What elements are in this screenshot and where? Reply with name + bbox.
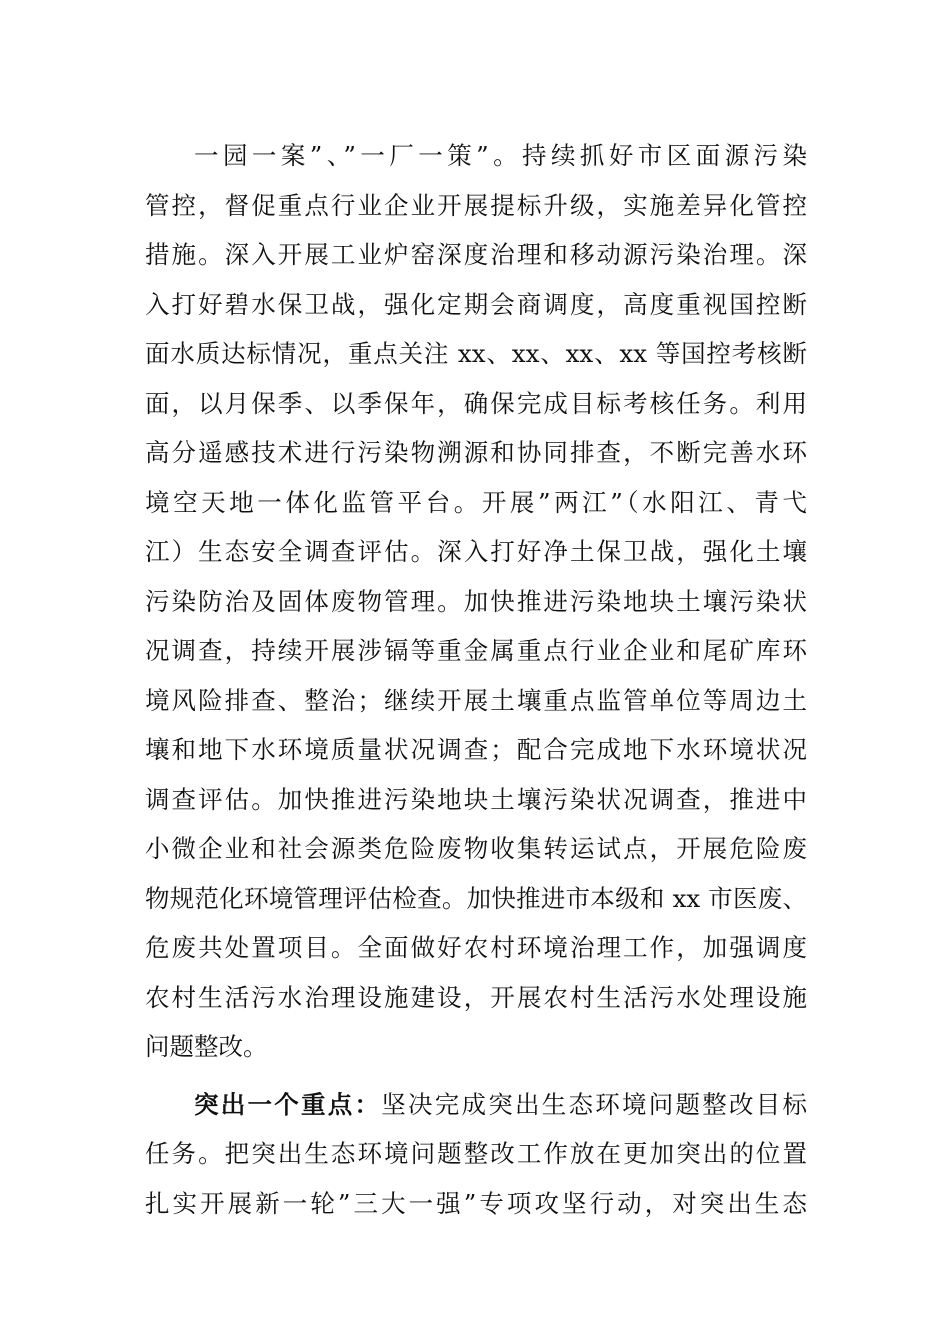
text-line: 扎实开展新一轮”三大一强”专项攻坚行动，对突出生态 bbox=[145, 1188, 807, 1218]
paragraph-1 bbox=[145, 131, 807, 1072]
text-line: 危废共处置项目。全面做好农村环境治理工作，加强调度 bbox=[145, 933, 807, 962]
text-line: 境空天地一体化监管平台。开展”两江”（水阳江、青弋 bbox=[145, 487, 807, 517]
text-line: 调查评估。加快推进污染地块土壤污染状况调查，推进中 bbox=[145, 784, 807, 814]
text-run: 坚决完成突出生态环境问题整改目标 bbox=[381, 1089, 807, 1119]
text-line: 小微企业和社会源类危险废物收集转运试点，开展危险废 bbox=[145, 834, 807, 863]
document-body bbox=[145, 131, 807, 1228]
text-line: 污染防治及固体废物管理。加快推进污染地块土壤污染状 bbox=[145, 586, 807, 616]
text-line: 壤和地下水环境质量状况调查；配合完成地下水环境状况 bbox=[145, 735, 807, 764]
text-line: 农村生活污水治理设施建设，开展农村生活污水处理设施 bbox=[145, 982, 807, 1012]
paragraph-spacer bbox=[145, 1072, 807, 1080]
text-line: 一园一案”、”一厂一策”。持续抓好市区面源污染 bbox=[194, 141, 807, 170]
text-line: 入打好碧水保卫战，强化定期会商调度，高度重视国控断 bbox=[145, 289, 807, 319]
text-line: 任务。把突出生态环境问题整改工作放在更加突出的位置 bbox=[145, 1139, 807, 1168]
text-line bbox=[145, 1080, 807, 1130]
text-line: 境风险排查、整治；继续开展土壤重点监管单位等周边土 bbox=[145, 685, 807, 715]
text-line: 问题整改。 bbox=[145, 1032, 268, 1061]
section-lead: 突出一个重点： bbox=[194, 1089, 382, 1119]
text-line: 高分遥感技术进行污染物溯源和协同排查，不断完善水环 bbox=[145, 438, 807, 467]
text-line: 况调查，持续开展涉镉等重金属重点行业企业和尾矿库环 bbox=[145, 636, 807, 665]
text-line: 管控，督促重点行业企业开展提标升级，实施差异化管控 bbox=[145, 190, 807, 220]
text-line: 物规范化环境管理评估检查。加快推进市本级和 xx 市医废、 bbox=[145, 883, 807, 913]
text-line: 面，以月保季、以季保年，确保完成目标考核任务。利用 bbox=[145, 388, 807, 418]
text-line: 措施。深入开展工业炉窑深度治理和移动源污染治理。深 bbox=[145, 240, 807, 269]
text-line: 江）生态安全调查评估。深入打好净土保卫战，强化土壤 bbox=[145, 537, 807, 566]
text-line: 面水质达标情况，重点关注 xx、xx、xx、xx 等国控考核断 bbox=[145, 339, 807, 368]
paragraph-2 bbox=[145, 1080, 807, 1229]
